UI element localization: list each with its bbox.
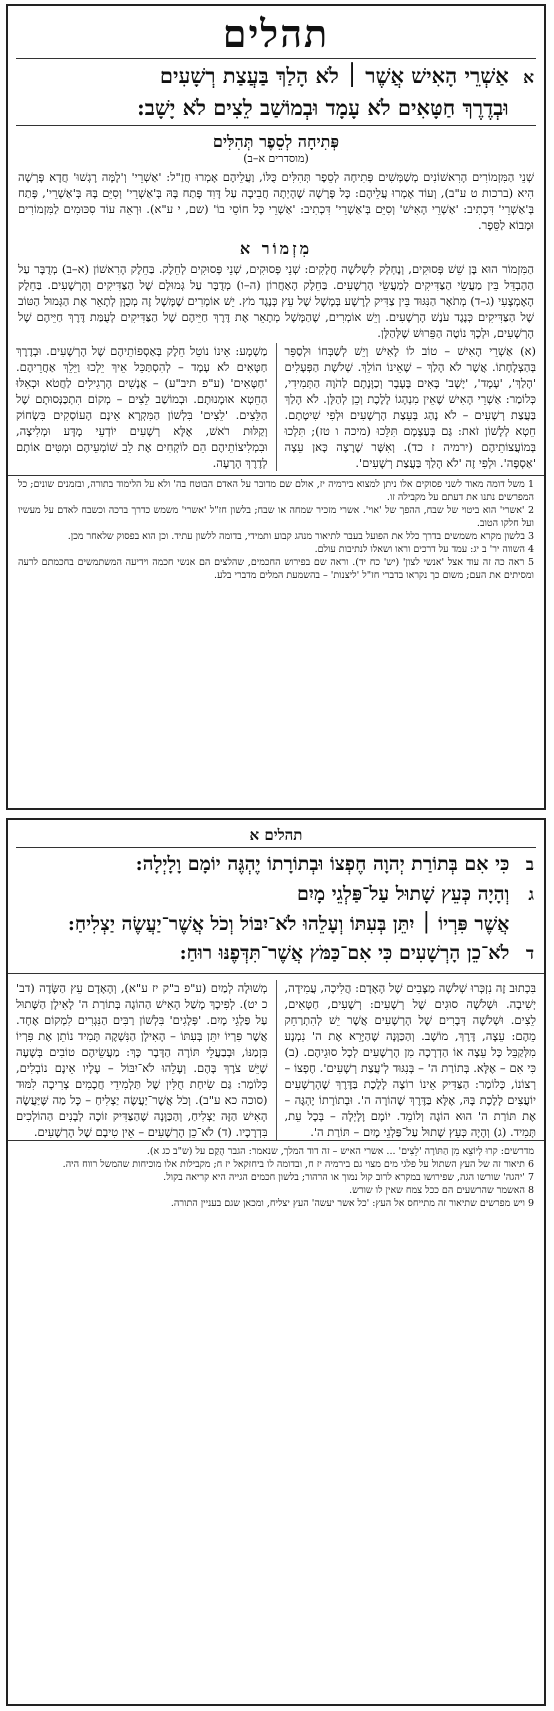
divider xyxy=(16,58,536,59)
commentary-columns xyxy=(8,343,544,471)
commentary-column-right: בִּכְתוּב זֶה נִזְכְּרוּ שְׁלֹשָׁה מַצָּבִים שֶׁל הָאָדָם: הֲלִיכָה, עֲמִידָה, יְשִׁיבָה. וּשְׁלֹשָׁה סוּגִים שֶׁל רְשָׁעִים: רְשָׁעִים, חַטָּאִים, לֵצִים. וּשְׁלֹשָׁה דְּבָרִים שֶׁל הָרְשָׁעִים אֲשֶׁר יֵשׁ לְהִתְרַחֵק מֵהֶם: עֵצָה, דֶּרֶךְ, מוֹשָׁב. וְהַכַּוָּנָה שֶׁהַיָּרֵא אֶת ה' נִמְנָע מִלְּקַבֵּל כָּל עֵצָה אוֹ הַדְרָכָה מִן הָרְשָׁעִים לְכָל סוּגֵיהֶם. (ב) כִּי אִם – אֶלָּא. בְּתוֹרַת ה' – בְּנִגּוּד לְ'עֲצַת רְשָׁעִים'. חֶפְצוֹ – רְצוֹנוֹ, כְּלוֹמַר: הַצַּדִּיק אֵינוֹ רוֹצֶה לָלֶכֶת בַּדֶּרֶךְ שֶׁהָרְשָׁעִים יוֹעֲצִים לָלֶכֶת בָּהּ, אֶלָּא בַּדֶּרֶךְ שֶׁהוֹרָה ה'. וּבְתוֹרָתוֹ יֶהְגֶּה – אֶת תּוֹרַת ה' הוּא הוֹגֶה וְלוֹמֵד. יוֹמָם וָלָיְלָה – בְּכָל עֵת, תָּמִיד. (ג) וְהָיָה כְּעֵץ שָׁתוּל עַל־פַּלְגֵי מָיִם – תּוֹרַת ה'. xyxy=(284,981,536,1139)
footnote: 3 בלשון מקרא משמשים בדרך כלל את הפועל בעבר לתיאור מנהג קבוע ותמידי, בדומה ללשון עתיד. וכן הוא בפסוק שלאחר מכן. xyxy=(67,531,534,542)
page-top xyxy=(6,4,546,810)
verse-text: אַשְׁרֵי הָאִישׁ אֲשֶׁר ׀ לֹא הָלַךְ בַּעֲצַת רְשָׁעִים xyxy=(159,63,509,88)
intro-title: פְּתִיחָה לְסֵפֶר תְּהִלִּים xyxy=(212,132,340,151)
verse-line xyxy=(8,880,544,910)
commentary-column-left: מַשְׁמָע: אֵינוֹ נוֹטֵל חֵלֶק בְּאַסְפוֹתֵיהֶם שֶׁל הָרְשָׁעִים. וּבְדֶרֶךְ חַטָּאִים לֹא עָמָד – לְהִסְתַּכֵּל אֵיךְ יֵלְכוּ וַיֵּלֵךְ אַחֲרֵיהֶם. 'חַטָּאִים' (ע"פ תיב"ע) – אֲנָשִׁים הָרְגִילִים לַחֲטֹא וּכְאִלּוּ הַחֵטְא אוּמָנוּתָם. וּבְמוֹשַׁב לֵצִים – מְקוֹם הִתְכַּנְּסוּתָם שֶׁל הַלֵּצִים. 'לֵצִים' בִּלְשׁוֹן הַמִּקְרָא אֵינָם הָעוֹסְקִים בִּשְׂחוֹק וְקַלּוּת רֹאשׁ, אֶלָּא רְשָׁעִים יוֹדְעֵי מָדָּע וּמְלִיצָה, וּבִמְלִיצוֹתֵיהֶם הֵם לוֹקְחִים אֶת לֵב שׁוֹמְעֵיהֶם וּמְטִּים אוֹתָם לְדֶרֶךְ הָרָעָה. xyxy=(16,344,268,470)
source-note: 7 'יהגה' שורשו הגה, שפירושו במקרא לרוב קול נמוך או הרהור; בלשון חכמים הגייה היא קריאה בקול. xyxy=(163,1172,534,1183)
verse-line xyxy=(8,910,544,939)
verse-line xyxy=(8,850,544,880)
footnote: 1 משל דומה מאוד לשני פסוקים אלו ניתן למצוא בירמיה יז, אולם שם מדובר על האדם הבוטח בה' ולא על הלימוד בתורה, ובזמנים שונים; כל המפרשים נתנו את דעתם על מקבילה זו. xyxy=(18,479,534,503)
verse-text: אֲשֶׁר פִּרְיוֹ ׀ יִתֵּן בְּעִתּוֹ וְעָלֵהוּ לֹא־יִבּוֹל וְכֹל אֲשֶׁר־יַעֲשֶׂה יַצְלִיחַ: xyxy=(67,913,510,935)
column-rule xyxy=(276,343,277,471)
running-header: תהלים א xyxy=(249,826,303,844)
intro-paragraph: שְׁנֵי הַמִּזְמוֹרִים הָרִאשׁוֹנִים מְשַׁמְּשִׁים פְּתִיחָה לְסֵפֶר תְּהִלִּים כֻּלּוֹ, וַעֲלֵיהֶם אָמְרוּ חֲזַ"ל: 'אַשְׁרֵי' וְ'לָמָּה רָגְשׁוּ' חֲדָא פָּרְשָׁה הִיא (ברכות ט ע"ב), וְעוֹד אָמְרוּ עֲלֵיהֶם: כָּל פָּרָשָׁה שֶׁהָיְתָה חֲבִיבָה עַל דָּוִד פָּתַח בָּהּ בְּ'אַשְׁרֵי' וְסִיֵּם בָּהּ בְּ'אַשְׁרֵי', פָּתַח בְּ'אַשְׁרֵי' דִּכְתִיב: 'אַשְׁרֵי הָאִישׁ' וְסִיֵּם בְּ'אַשְׁרֵי' דִּכְתִיב: 'אַשְׁרֵי כָּל חוֹסֵי בוֹ' (שם, י ע"א). וּרְאֵה עוֹד סִכּוּמִים לַמִּזְמוֹרִים וּמָבוֹא לַסֵּפֶר. xyxy=(18,170,534,232)
source-note: מדרשים: קרוּ לְיוֹצֵא מִן הַתּוֹרָה 'לֵצִים' ... אשרי האיש – זה דוד המלך, שנאמר: הגבר הֻקַם על (ש"ב כג א). xyxy=(146,1146,534,1157)
source-note: 8 האשמר שהרשעים הם ככל צמח שאין לו שורש. xyxy=(349,1185,534,1196)
verse-number: ג xyxy=(528,885,534,905)
source-note: 9 ויש מפרשים שתיאור זה מתייחס אל העץ: 'כל אשר יעשה' העץ יצליח, ומכאן שגם בעניין התורה. xyxy=(170,1198,534,1209)
commentary-column-right: (א) אַשְׁרֵי הָאִישׁ – טוֹב לוֹ לָאִישׁ וְיֵשׁ לְשַׁבְּחוֹ וּלְסַפֵּר בְּהַצְלָחָתוֹ. אֲשֶׁר לֹא הָלַךְ – שֶׁאֵינוֹ הוֹלֵךְ. שְׁלֹשֶׁת הַפְּעָלִים 'הָלַךְ', 'עָמָד', 'יָשָׁב' בָּאִים בֶּעָבָר וְכַוָּנָתָם לַהֹוֶה הַתְּמִידִי, כְּלוֹמַר: אַשְׁרֵי הָאִישׁ שֶׁאֵין מִנְהָגוֹ לָלֶכֶת וְכֵן לְהַלָּן. לֹא הָלַךְ בַּעֲצַת רְשָׁעִים – לֹא נָהַג בְּעֵצַת הָרְשָׁעִים וּלְפִי שִׁיטָתָם. חֵטְא לְלָשׁוֹן זֹאת: גַּם בְּעַצְמָם תִּלֵּכוּ (מיכה ו טז); תִּלְכוּ בְּמוֹעֲצוֹתֵיהֶם (ירמיה ז כד). וְאִשָּׁר שֶׁרָצָה כָּאן עֵצָה 'אַסְפָּה'. וּלְפִי זֶה 'לֹא הָלַךְ בַּעֲצַת רְשָׁעִים'. xyxy=(284,344,536,470)
footnotes xyxy=(8,475,544,584)
verse-text: לֹא־כֵן הָרְשָׁעִים כִּי אִם־כַּמֹּץ אֲשֶׁר־תִּדְּפֶנּוּ רוּחַ: xyxy=(179,942,510,964)
verse-line xyxy=(8,939,544,969)
intro-subtitle: (מוסדרים א–ב) xyxy=(243,152,309,165)
column-rule xyxy=(276,980,277,1140)
verse-1-line-2 xyxy=(8,93,544,123)
page-bottom xyxy=(6,818,546,1706)
footnote: 5 ראה כה זה עוד אצל 'אנשי לצון' (יש' כח יד). וראה שם בפירוש החכמים, שהלצים הם אנשי חכמה וידיעה המשתמשים בחכמתם לרעה ומסיתים את העם; משום כך נקראו בדברי חז"ל 'ליצנות' – בהשמעת המלים מדברי בלע. xyxy=(18,557,534,581)
verse-text: וְהָיָה כְּעֵץ שָׁתוּל עַל־פַּלְגֵי מָיִם xyxy=(296,883,510,905)
footnote: 4 השווה יר' ב יג: עמד על דרכים וראו ושאלו לנתיבות עולם. xyxy=(314,544,534,555)
divider xyxy=(16,847,536,848)
book-title: תהלים xyxy=(222,11,330,56)
sources-notes xyxy=(8,1140,544,1214)
verse-text: וּבְדֶרֶךְ חַטָּאִים לֹא עָמָד וּבְמוֹשַׁב לֵצִים לֹא יָשָׁב: xyxy=(137,95,509,120)
commentary-columns xyxy=(8,980,544,1140)
verse-number: א xyxy=(523,68,534,88)
source-note: 6 תיאור זה של העץ השתול על פלגי מים מצוי גם בירמיה יז ח, ובדומה לו ביחזקאל יז ח; מקבילות אלו מוכיחות שהמשל רווח היה. xyxy=(62,1159,534,1170)
verse-text: כִּי אִם בְּתוֹרַת יְהוָה חֶפְצוֹ וּבְתוֹרָתוֹ יֶהְגֶּה יוֹמָם וָלָיְלָה: xyxy=(135,853,510,875)
verse-number: ד xyxy=(525,944,534,964)
divider xyxy=(16,125,536,126)
verse-number: ב xyxy=(525,855,534,875)
psalm-heading: מִזְמוֹר א xyxy=(239,239,313,258)
verses-block xyxy=(8,850,544,974)
verse-1-line-1 xyxy=(8,61,544,93)
psalm-intro-paragraph: הַמִּזְמוֹר הוּא בֶּן שֵׁשׁ פְּסוּקִים, וְנֶחְלָק לִשְׁלֹשָׁה חֲלָקִים: שְׁנֵי פְּסוּקִים, שְׁנֵי פְּסוּקִים לְחֵלֶק. בַּחֵלֶק הָרִאשׁוֹן (א–ב) מְדֻבָּר עַל הַהֶבְדֵּל בֵּין מַעֲשֵׂי הַצַּדִּיקִים לְמַעֲשֵׂי הָרְשָׁעִים. בַּחֵלֶק הָאַחֲרוֹן (ה–ו) מְדֻבָּר עַל גְּמוּלָם שֶׁל הַצַּדִּיקִים וְהָרְשָׁעִים. בַּחֵלֶק הָאֶמְצָעִי (ג–ד) מְתֹאָר הַנִּגּוּד בֵּין צַדִּיק לְרָשָׁע בְּמָשָׁל שֶׁל עֵץ כְּנֶגֶד מֹץ. יֵשׁ אוֹמְרִים שֶׁמָּשָׁל זֶה מְכֻוָּן לְתָאֵר אֶת הַגְּמוּל הַטּוֹב שֶׁל הַצַּדִּיקִים כְּנֶגֶד עֹנֶשׁ הָרְשָׁעִים. וְיֵשׁ אוֹמְרִים, שֶׁהַמָּשָׁל מְתָאֵר אֶת דֶּרֶךְ חַיֵּיהֶם שֶׁל הַצַּדִּיקִים לְעֻמַּת דֶּרֶךְ חַיֵּיהֶם שֶׁל הָרְשָׁעִים, וּלְכָךְ נוֹטֶה הַפֵּרוּשׁ שֶׁלְּהַלָּן. xyxy=(18,262,534,340)
footnote: 2 'אשרי' הוא ביטוי של שבח, ההפך של 'אוי'. אשרי מזכיר שמחה או שבח; בלשון חז"ל 'אשרי' משמש כדרך ברכה וכשבח לאדם על מעשיו ועל חלקו הטוב. xyxy=(18,505,534,529)
commentary-column-left: מְשׁוּלָה לְמַיִם (ע"פ ב"ק יז ע"א), וְהָאָדָם עֵץ הַשָּׂדֶה (דב' כ יט). לְפִיכָךְ מָשַׁל הָאִישׁ הַהוֹגֶה בְּתוֹרַת ה' לָאִילָן הַשָּׁתוּל עַל פַּלְגֵי מָיִם. 'פְּלָגִים' בִּלְשׁוֹן רַבִּים הַנִּגְרִים לִמְקוֹם אֶחָד. אֲשֶׁר פִּרְיוֹ יִתֵּן בְּעִתּוֹ – הָאִילָן הַנִּשְׁקֶה תָּמִיד נוֹתֵן אֶת פִּרְיוֹ בִּזְמַנּוֹ, וּבְבַעֲלֵי תּוֹרָה הַדָּבָר כָּךְ: מַעֲשֵׂיהֶם טוֹבִים בְּשָׁעָה שֶׁיֵּשׁ צֹרֶךְ בָּהֶם. וְעָלֵהוּ לֹא־יִבּוֹל – עָלָיו אֵינָם נוֹבְלִים, כְּלוֹמַר: גַּם שִׂיחַת חֻלִּין שֶׁל תַּלְמִידֵי חֲכָמִים צְרִיכָה לִמּוּד (סוכה כא ע"ב). וְכֹל אֲשֶׁר־יַעֲשֶׂה יַצְלִיחַ – כָּל מַה שֶּׁיַּעֲשֶׂה הָאִישׁ הַזֶּה יַצְלִיחַ, וְהַכַּוָּנָה שֶׁהַצַּדִּיק זוֹכֶה לְבָנִים הַהוֹלְכִים בִּדְרָכָיו. (ד) לֹא־כֵן הָרְשָׁעִים – אֵין טִיבָם שֶׁל הָרְשָׁעִים. xyxy=(16,981,268,1139)
